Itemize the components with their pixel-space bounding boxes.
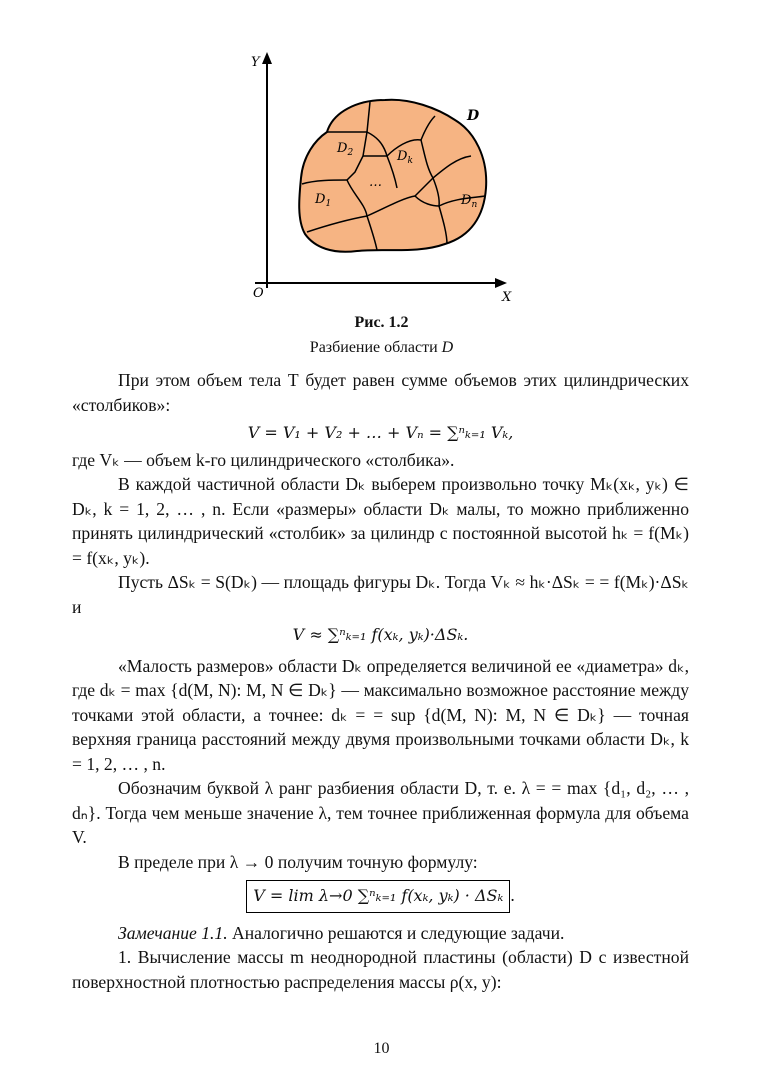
sub-label-Dk: $D_k$ <box>397 149 413 166</box>
sub-label-D2: $D_2$ <box>337 141 354 158</box>
figure-caption-title: Рис. 1.2 <box>354 314 409 331</box>
y-axis-label: Y <box>251 55 260 70</box>
formula-3-wrap <box>72 880 689 913</box>
paragraph-2: где Vₖ — объем k-го цилиндрического «столбика». <box>72 449 455 470</box>
formula-1: V = V₁ + V₂ + … + Vₙ = ∑ⁿₖ₌₁ Vₖ, <box>247 423 514 442</box>
paragraph-9: 1. Вычисление массы m неоднородной пластины (области) D с известной поверхностной плотностью распределения массы ρ(x, y): <box>72 947 689 992</box>
x-axis-arrow <box>495 278 507 288</box>
paragraph-6: Обозначим буквой λ ранг разбиения области D, т. е. λ = = max {d₁, d₂, … , dₙ}. Тогда чем меньше значение λ, тем точнее приближенная формула для объема V. <box>72 778 689 847</box>
body-text <box>72 368 689 994</box>
remark-text: Аналогично решаются и следующие задачи. <box>227 922 565 943</box>
partition-figure <box>245 48 525 310</box>
paragraph-4: Пусть ΔSₖ = S(Dₖ) — площадь фигуры Dₖ. Тогда Vₖ ≈ hₖ·ΔSₖ = = f(Mₖ)·ΔSₖ и <box>72 572 689 617</box>
paragraph-3: В каждой частичной области Dₖ выберем произвольно точку Mₖ(xₖ, yₖ) ∈ Dₖ, k = 1, 2, … , n. Если «размеры» области Dₖ малы, то можно приближенно принять цилиндрический «столбик» за цилиндр с постоянной высотой hₖ = f(Mₖ) = f(xₖ, yₖ). <box>72 474 689 568</box>
formula-2: V ≈ ∑ⁿₖ₌₁ f(xₖ, yₖ)·ΔSₖ. <box>292 625 469 644</box>
boxed-formula-period: . <box>510 885 515 905</box>
remark-label: Замечание 1.1. <box>118 922 228 943</box>
figure-caption-subtitle: Разбиение области D <box>309 339 454 356</box>
paragraph-5: «Малость размеров» области Dₖ определяется величиной ее «диаметра» dₖ, где dₖ = max {d(M, N): M, N ∈ Dₖ} — максимально возможное расстояние между точками этой области, а точнее: dₖ = = sup {d(M, N): M, N ∈ Dₖ} — точная верхняя граница расстояний между двумя произвольными точками области Dₖ, k = 1, 2, … , n. <box>72 655 689 774</box>
sub-label-D1: $D_1$ <box>315 192 332 209</box>
sub-label-dots: … <box>369 175 382 190</box>
boxed-formula: V = lim λ→0 ∑ⁿₖ₌₁ f(xₖ, yₖ) · ΔSₖ <box>246 880 510 913</box>
sub-label-Dn: $D_n$ <box>461 193 478 210</box>
paragraph-7: В пределе при λ → 0 получим точную формулу: <box>118 851 478 872</box>
region-label-D: D <box>467 108 480 124</box>
remark-paragraph <box>72 921 689 946</box>
region-D <box>299 100 486 252</box>
page-number: 10 <box>373 1040 390 1057</box>
y-axis-arrow <box>262 52 272 64</box>
x-axis-label: X <box>502 290 512 305</box>
paragraph-1: При этом объем тела Т будет равен сумме объемов этих цилиндрических «столбиков»: <box>72 370 689 415</box>
origin-label: O <box>253 286 264 301</box>
